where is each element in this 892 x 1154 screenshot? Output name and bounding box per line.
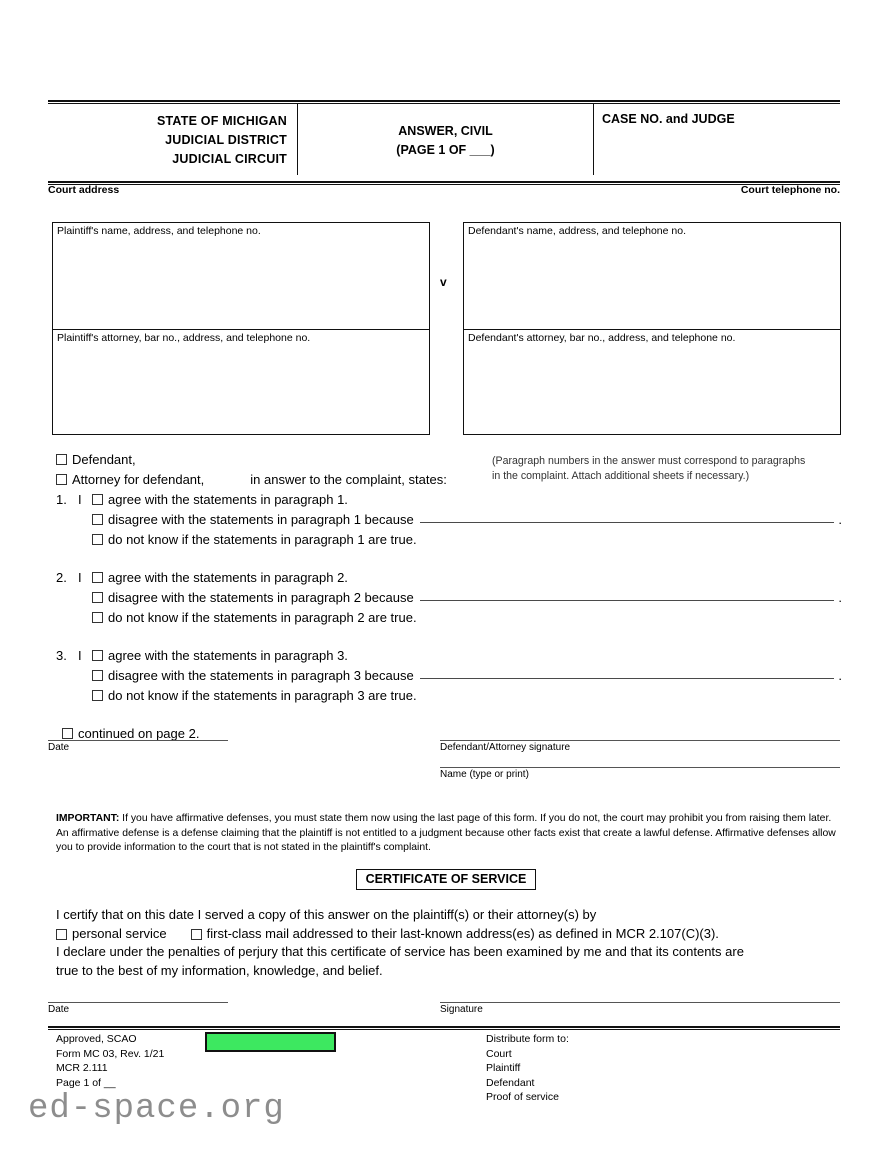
personal-service-label: personal service <box>72 925 167 941</box>
distribute-item: Plaintiff <box>486 1062 521 1074</box>
footer-page-number[interactable]: Page 1 of __ <box>56 1076 116 1089</box>
paragraph-group-2 <box>56 568 842 628</box>
paragraph-1-disagree-row[interactable] <box>56 510 842 530</box>
important-notice <box>56 812 842 856</box>
perjury-line-2: true to the best of my information, knowledge, and belief. <box>56 962 383 978</box>
plaintiff-attorney-box[interactable] <box>52 330 430 435</box>
defendant-column <box>463 222 841 435</box>
signature-block-second <box>48 1002 840 1015</box>
paragraph-correspondence-note <box>492 454 842 484</box>
caption-header <box>48 104 840 175</box>
important-heading: IMPORTANT: <box>56 813 120 824</box>
footer-distribute-block <box>486 1032 826 1105</box>
paragraph-3-agree-label: agree with the statements in paragraph 3. <box>108 648 348 663</box>
checkbox-first-class-mail[interactable] <box>191 929 202 940</box>
paragraph-2-agree-label: agree with the statements in paragraph 2. <box>108 570 348 585</box>
court-identity-block <box>48 104 298 175</box>
date-label-2: Date <box>48 1004 70 1015</box>
paragraph-3-unknown-row[interactable] <box>56 686 842 706</box>
case-number-block[interactable] <box>594 104 840 175</box>
certificate-of-service-label: CERTIFICATE OF SERVICE <box>356 869 537 890</box>
certify-line: I certify that on this date I served a copy of this answer on the plaintiff(s) or their attorney(s) by <box>56 907 597 922</box>
defendant-attorney-label: Defendant's attorney, bar no., address, and telephone no. <box>468 332 736 344</box>
important-text: If you have affirmative defenses, you must state them now using the last page of this form. If you do not, the court may prohibit you from raising them later. An affirmative defense is a defense claiming that the plaintiff is not entitled to a judgment because other facts exist that create a lawful defense. Affirmative defenses allow you to provide information to the court that is not stated in the plaintiff's complaint. <box>56 813 836 853</box>
paragraph-1-agree-row[interactable] <box>56 490 842 510</box>
paragraph-2-reason-input[interactable] <box>420 588 835 601</box>
certificate-of-service-body <box>56 906 842 980</box>
service-method-row[interactable] <box>56 925 842 944</box>
paragraph-1-number: 1. <box>56 492 67 507</box>
paragraph-3-reason-input[interactable] <box>420 666 835 679</box>
parties-section <box>48 222 840 440</box>
court-address-label: Court address <box>48 184 120 196</box>
distribute-heading: Distribute form to: <box>486 1033 569 1045</box>
paragraph-3-agree-row[interactable] <box>56 646 842 666</box>
paragraph-group-3 <box>56 646 842 706</box>
date-label-1: Date <box>48 742 70 753</box>
checkbox-p3-do-not-know[interactable] <box>92 690 103 701</box>
court-telephone-label: Court telephone no. <box>740 184 840 196</box>
defendant-name-label: Defendant's name, address, and telephone no. <box>468 225 686 237</box>
plaintiff-attorney-label: Plaintiff's attorney, bar no., address, and telephone no. <box>57 332 311 344</box>
role-attorney-label: Attorney for defendant, <box>72 472 205 487</box>
checkbox-attorney-for-defendant[interactable] <box>56 474 67 485</box>
case-number-label: CASE NO. and JUDGE <box>602 112 735 126</box>
paragraph-3-disagree-row[interactable] <box>56 666 842 686</box>
plaintiff-name-label: Plaintiff's name, address, and telephone no. <box>57 225 261 237</box>
form-title-line-2[interactable]: (PAGE 1 OF ___) <box>396 142 495 157</box>
state-line: STATE OF MICHIGAN <box>156 114 287 128</box>
paragraph-3-number: 3. <box>56 648 67 663</box>
checkbox-p1-disagree[interactable] <box>92 514 103 525</box>
paragraph-2-unknown-label: do not know if the statements in paragraph 2 are true. <box>108 610 417 625</box>
paragraph-2-disagree-label: disagree with the statements in paragraph 2 because <box>108 590 414 605</box>
paragraph-2-number: 2. <box>56 570 67 585</box>
paragraph-2-unknown-row[interactable] <box>56 608 842 628</box>
signature-block-first <box>48 740 840 780</box>
footer-rule-citation: MCR 2.111 <box>56 1062 108 1074</box>
paragraph-1-reason-input[interactable] <box>420 510 835 523</box>
footer-form-number: Form MC 03, Rev. 1/21 <box>56 1047 165 1060</box>
distribute-item: Court <box>486 1047 512 1060</box>
paragraph-2-disagree-row[interactable] <box>56 588 842 608</box>
paragraph-3-i: I <box>78 648 82 663</box>
plaintiff-column <box>52 222 430 435</box>
continued-label: continued on page 2. <box>78 726 200 741</box>
printed-name-group[interactable] <box>440 767 840 780</box>
note-line-2: in the complaint. Attach additional sheets if necessary.) <box>492 470 750 482</box>
certificate-of-service-title <box>0 869 892 890</box>
role-defendant-label: Defendant, <box>72 452 136 467</box>
court-address-row <box>48 184 840 196</box>
footer-approved: Approved, SCAO <box>56 1033 137 1045</box>
paragraph-1-period: . <box>838 512 842 527</box>
paragraph-1-disagree-label: disagree with the statements in paragraph 1 because <box>108 512 414 527</box>
checkbox-p3-disagree[interactable] <box>92 670 103 681</box>
in-answer-text: in answer to the complaint, states: <box>250 472 447 487</box>
checkbox-personal-service[interactable] <box>56 929 67 940</box>
checkbox-continued-page-2[interactable] <box>62 728 73 739</box>
defendant-signature-label: Defendant/Attorney signature <box>440 742 571 753</box>
certificate-signature-label: Signature <box>440 1004 483 1015</box>
footer-rule <box>48 1026 840 1030</box>
checkbox-p1-do-not-know[interactable] <box>92 534 103 545</box>
certificate-signature-group[interactable] <box>440 1002 840 1015</box>
note-line-1: (Paragraph numbers in the answer must correspond to paragraphs <box>492 455 806 467</box>
checkbox-p2-disagree[interactable] <box>92 592 103 603</box>
paragraph-1-agree-label: agree with the statements in paragraph 1. <box>108 492 348 507</box>
versus-marker: v <box>440 275 447 289</box>
role-attorney-row[interactable] <box>56 470 496 490</box>
paragraph-2-i: I <box>78 570 82 585</box>
checkbox-p2-agree[interactable] <box>92 572 103 583</box>
paragraph-1-i: I <box>78 492 82 507</box>
form-title-line-1: ANSWER, CIVIL <box>398 123 493 138</box>
highlighted-field-box[interactable] <box>205 1032 336 1052</box>
first-class-mail-label: first-class mail addressed to their last-known address(es) as defined in MCR 2.107(C)(3). <box>206 925 719 941</box>
defendant-signature-group[interactable] <box>440 740 840 753</box>
judicial-district-line[interactable]: JUDICIAL DISTRICT <box>165 133 287 147</box>
printed-name-label: Name (type or print) <box>440 769 529 780</box>
paragraph-3-period: . <box>838 668 842 683</box>
paragraph-2-agree-row[interactable] <box>56 568 842 588</box>
perjury-line-1: I declare under the penalties of perjury that this certificate of service has been examined by me and that its contents are <box>56 944 744 959</box>
paragraph-3-disagree-label: disagree with the statements in paragraph 3 because <box>108 668 414 683</box>
paragraph-2-period: . <box>838 590 842 605</box>
distribute-item: Proof of service <box>486 1091 559 1103</box>
paragraph-1-unknown-row[interactable] <box>56 530 842 550</box>
defendant-name-box[interactable] <box>463 222 841 330</box>
plaintiff-name-box[interactable] <box>52 222 430 330</box>
checkbox-defendant[interactable] <box>56 454 67 465</box>
judicial-circuit-line[interactable]: JUDICIAL CIRCUIT <box>172 152 287 166</box>
checkbox-p3-agree[interactable] <box>92 650 103 661</box>
date-field-group-1[interactable] <box>48 740 228 753</box>
date-field-group-2[interactable] <box>48 1002 228 1015</box>
checkbox-p1-agree[interactable] <box>92 494 103 505</box>
paragraph-group-1 <box>56 490 842 550</box>
defendant-attorney-box[interactable] <box>463 330 841 435</box>
distribute-item: Defendant <box>486 1076 535 1089</box>
paragraph-3-unknown-label: do not know if the statements in paragraph 3 are true. <box>108 688 417 703</box>
checkbox-p2-do-not-know[interactable] <box>92 612 103 623</box>
paragraph-1-unknown-label: do not know if the statements in paragraph 1 are true. <box>108 532 417 547</box>
form-title-block <box>298 104 594 175</box>
role-defendant-row[interactable] <box>56 450 496 470</box>
site-watermark: ed-space.org <box>28 1090 285 1128</box>
